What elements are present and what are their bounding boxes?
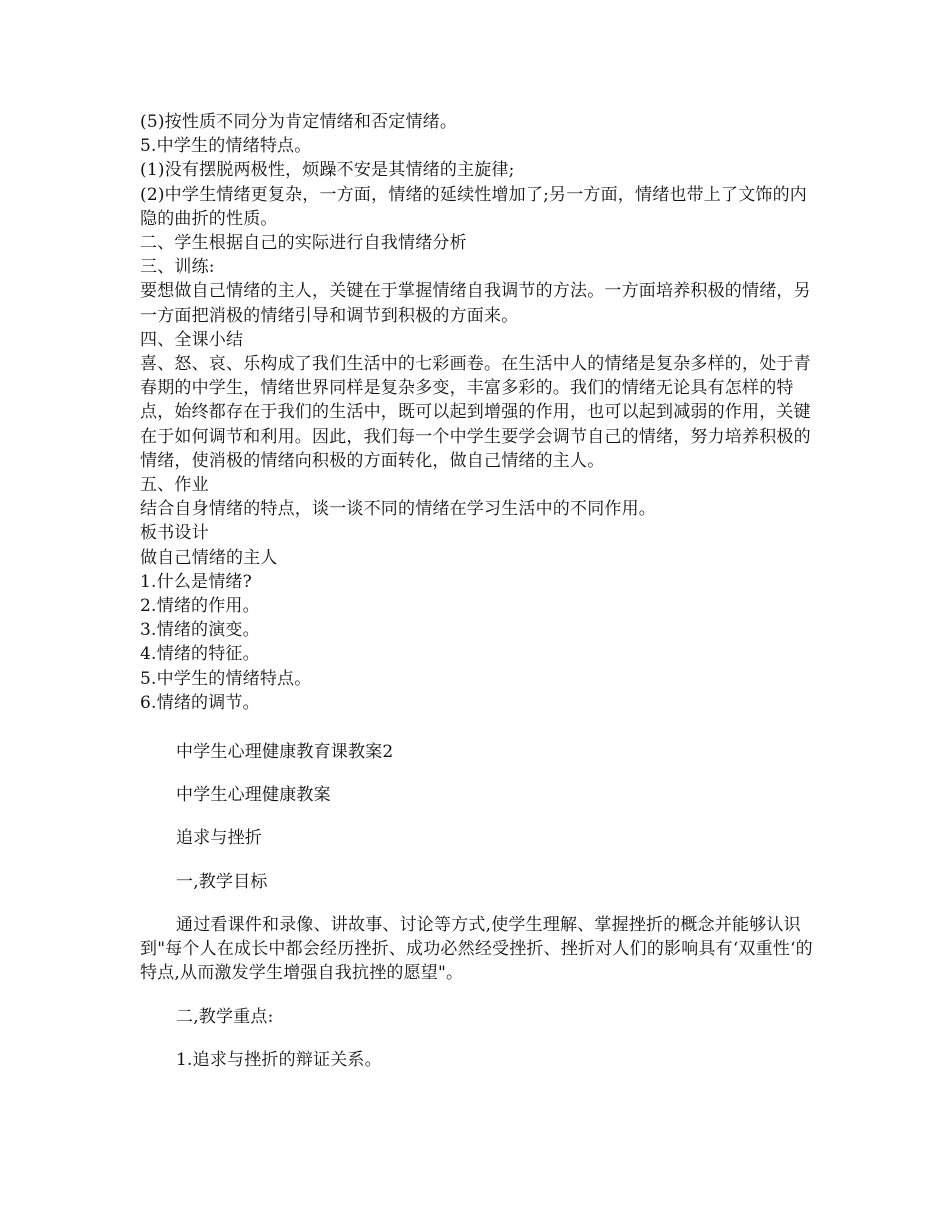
document-title: 中学生心理健康教育课教案2 — [176, 742, 394, 763]
list-item: 1.什么是情绪? — [140, 571, 252, 592]
paragraph: 5.中学生的情绪特点。 — [140, 136, 312, 157]
section-heading: 四、全课小结 — [140, 329, 244, 350]
list-item: 4.情绪的特征。 — [140, 644, 260, 665]
section-heading: 五、作业 — [140, 475, 209, 496]
paragraph: (5)按性质不同分为肯定情绪和否定情绪。 — [140, 112, 458, 132]
list-item: 5.中学生的情绪特点。 — [140, 668, 312, 689]
section-heading: 二、学生根据自己的实际进行自我情绪分析 — [140, 233, 467, 254]
list-item: 1.追求与挫折的辩证关系。 — [176, 1049, 382, 1070]
section-heading: 三、训练: — [140, 257, 215, 278]
paragraph: (2)中学生情绪更复杂，一方面，情绪的延续性增加了;另一方面，情绪也带上了文饰的内隐的曲折的性质。 — [140, 184, 808, 229]
paragraph: 结合自身情绪的特点，谈一谈不同的情绪在学习生活中的不同作用。 — [140, 499, 656, 520]
paragraph: (1)没有摆脱两极性，烦躁不安是其情绪的主旋律; — [140, 160, 515, 181]
board-title: 做自己情绪的主人 — [140, 547, 278, 568]
section-heading: 板书设计 — [140, 523, 209, 544]
section-heading: 二,教学重点: — [176, 1006, 274, 1027]
lesson-plan-part-2 — [140, 740, 820, 1072]
list-item: 2.情绪的作用。 — [140, 596, 260, 617]
paragraph: 要想做自己情绪的主人，关键在于掌握情绪自我调节的方法。一方面培养积极的情绪，另一方面把消极的情绪引导和调节到积极的方面来。 — [140, 281, 811, 326]
document-subtitle: 中学生心理健康教案 — [176, 785, 331, 806]
document-page — [140, 110, 820, 1091]
list-item: 3.情绪的演变。 — [140, 620, 260, 641]
paragraph: 通过看课件和录像、讲故事、讨论等方式,使学生理解、掌握挫折的概念并能够认识到"每个人在成长中都会经历挫折、成功必然经受挫折、挫折对人们的影响具有‘双重性‘的特点,从而激发学生增强自我抗挫的愿望"。 — [140, 914, 813, 984]
list-item: 6.情绪的调节。 — [140, 692, 260, 713]
lesson-plan-part-1 — [140, 110, 820, 715]
paragraph: 喜、怒、哀、乐构成了我们生活中的七彩画卷。在生活中人的情绪是复杂多样的，处于青春期的中学生，情绪世界同样是复杂多变，丰富多彩的。我们的情绪无论具有怎样的特点，始终都存在于我们的生活中，既可以起到增强的作用，也可以起到减弱的作用，关键在于如何调节和利用。因此，我们每一个中学生要学会调节自己的情绪，努力培养积极的情绪，使消极的情绪向积极的方面转化，做自己情绪的主人。 — [140, 354, 811, 471]
lesson-topic: 追求与挫折 — [176, 828, 262, 849]
section-heading: 一,教学目标 — [176, 871, 268, 892]
